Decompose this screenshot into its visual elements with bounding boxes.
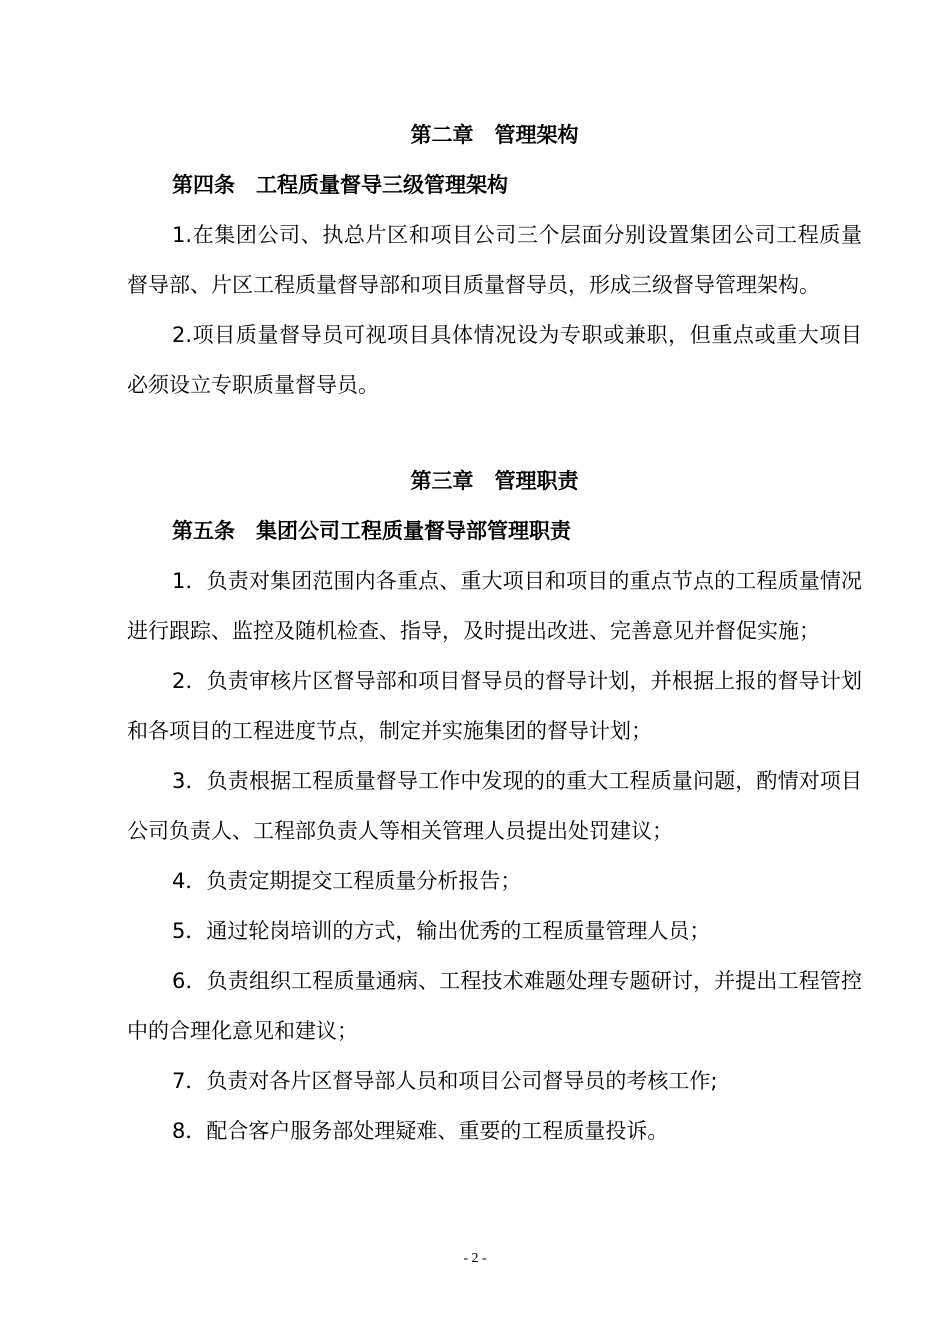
section-spacer: [127, 410, 862, 456]
article-5-item-6: 6．负责组织工程质量通病、工程技术难题处理专题研讨，并提出工程管控中的合理化意见和建议；: [127, 969, 862, 1043]
article-5-item-5: 5．通过轮岗培训的方式，输出优秀的工程质量管理人员；: [172, 919, 711, 943]
chapter-2-title: 第二章 管理架构: [410, 123, 579, 147]
document-page: [127, 110, 862, 1156]
article-5-item-4: 4．负责定期提交工程质量分析报告；: [172, 869, 522, 893]
article-4-paragraph-1: 1.在集团公司、执总片区和项目公司三个层面分别设置集团公司工程质量督导部、片区工程质量督导部和项目质量督导员，形成三级督导管理架构。: [127, 223, 862, 297]
article-4-title: 第四条 工程质量督导三级管理架构: [172, 173, 508, 197]
chapter-3-title: 第三章 管理职责: [410, 469, 579, 493]
article-5-item-7: 7．负责对各片区督导部人员和项目公司督导员的考核工作;: [172, 1069, 718, 1093]
article-5-item-8: 8．配合客户服务部处理疑难、重要的工程质量投诉。: [172, 1119, 669, 1143]
article-4-paragraph-2: 2.项目质量督导员可视项目具体情况设为专职或兼职，但重点或重大项目必须设立专职质量督导员。: [127, 323, 862, 397]
article-5-item-2: 2．负责审核片区督导部和项目督导员的督导计划，并根据上报的督导计划和各项目的工程进度节点，制定并实施集团的督导计划；: [127, 669, 862, 743]
page-number: - 2 -: [463, 1251, 487, 1266]
article-5-item-1: 1．负责对集团范围内各重点、重大项目和项目的重点节点的工程质量情况进行跟踪、监控及随机检查、指导，及时提出改进、完善意见并督促实施；: [127, 569, 862, 643]
article-5-title: 第五条 集团公司工程质量督导部管理职责: [172, 519, 571, 543]
article-5-item-3: 3．负责根据工程质量督导工作中发现的的重大工程质量问题，酌情对项目公司负责人、工程部负责人等相关管理人员提出处罚建议；: [127, 769, 862, 843]
